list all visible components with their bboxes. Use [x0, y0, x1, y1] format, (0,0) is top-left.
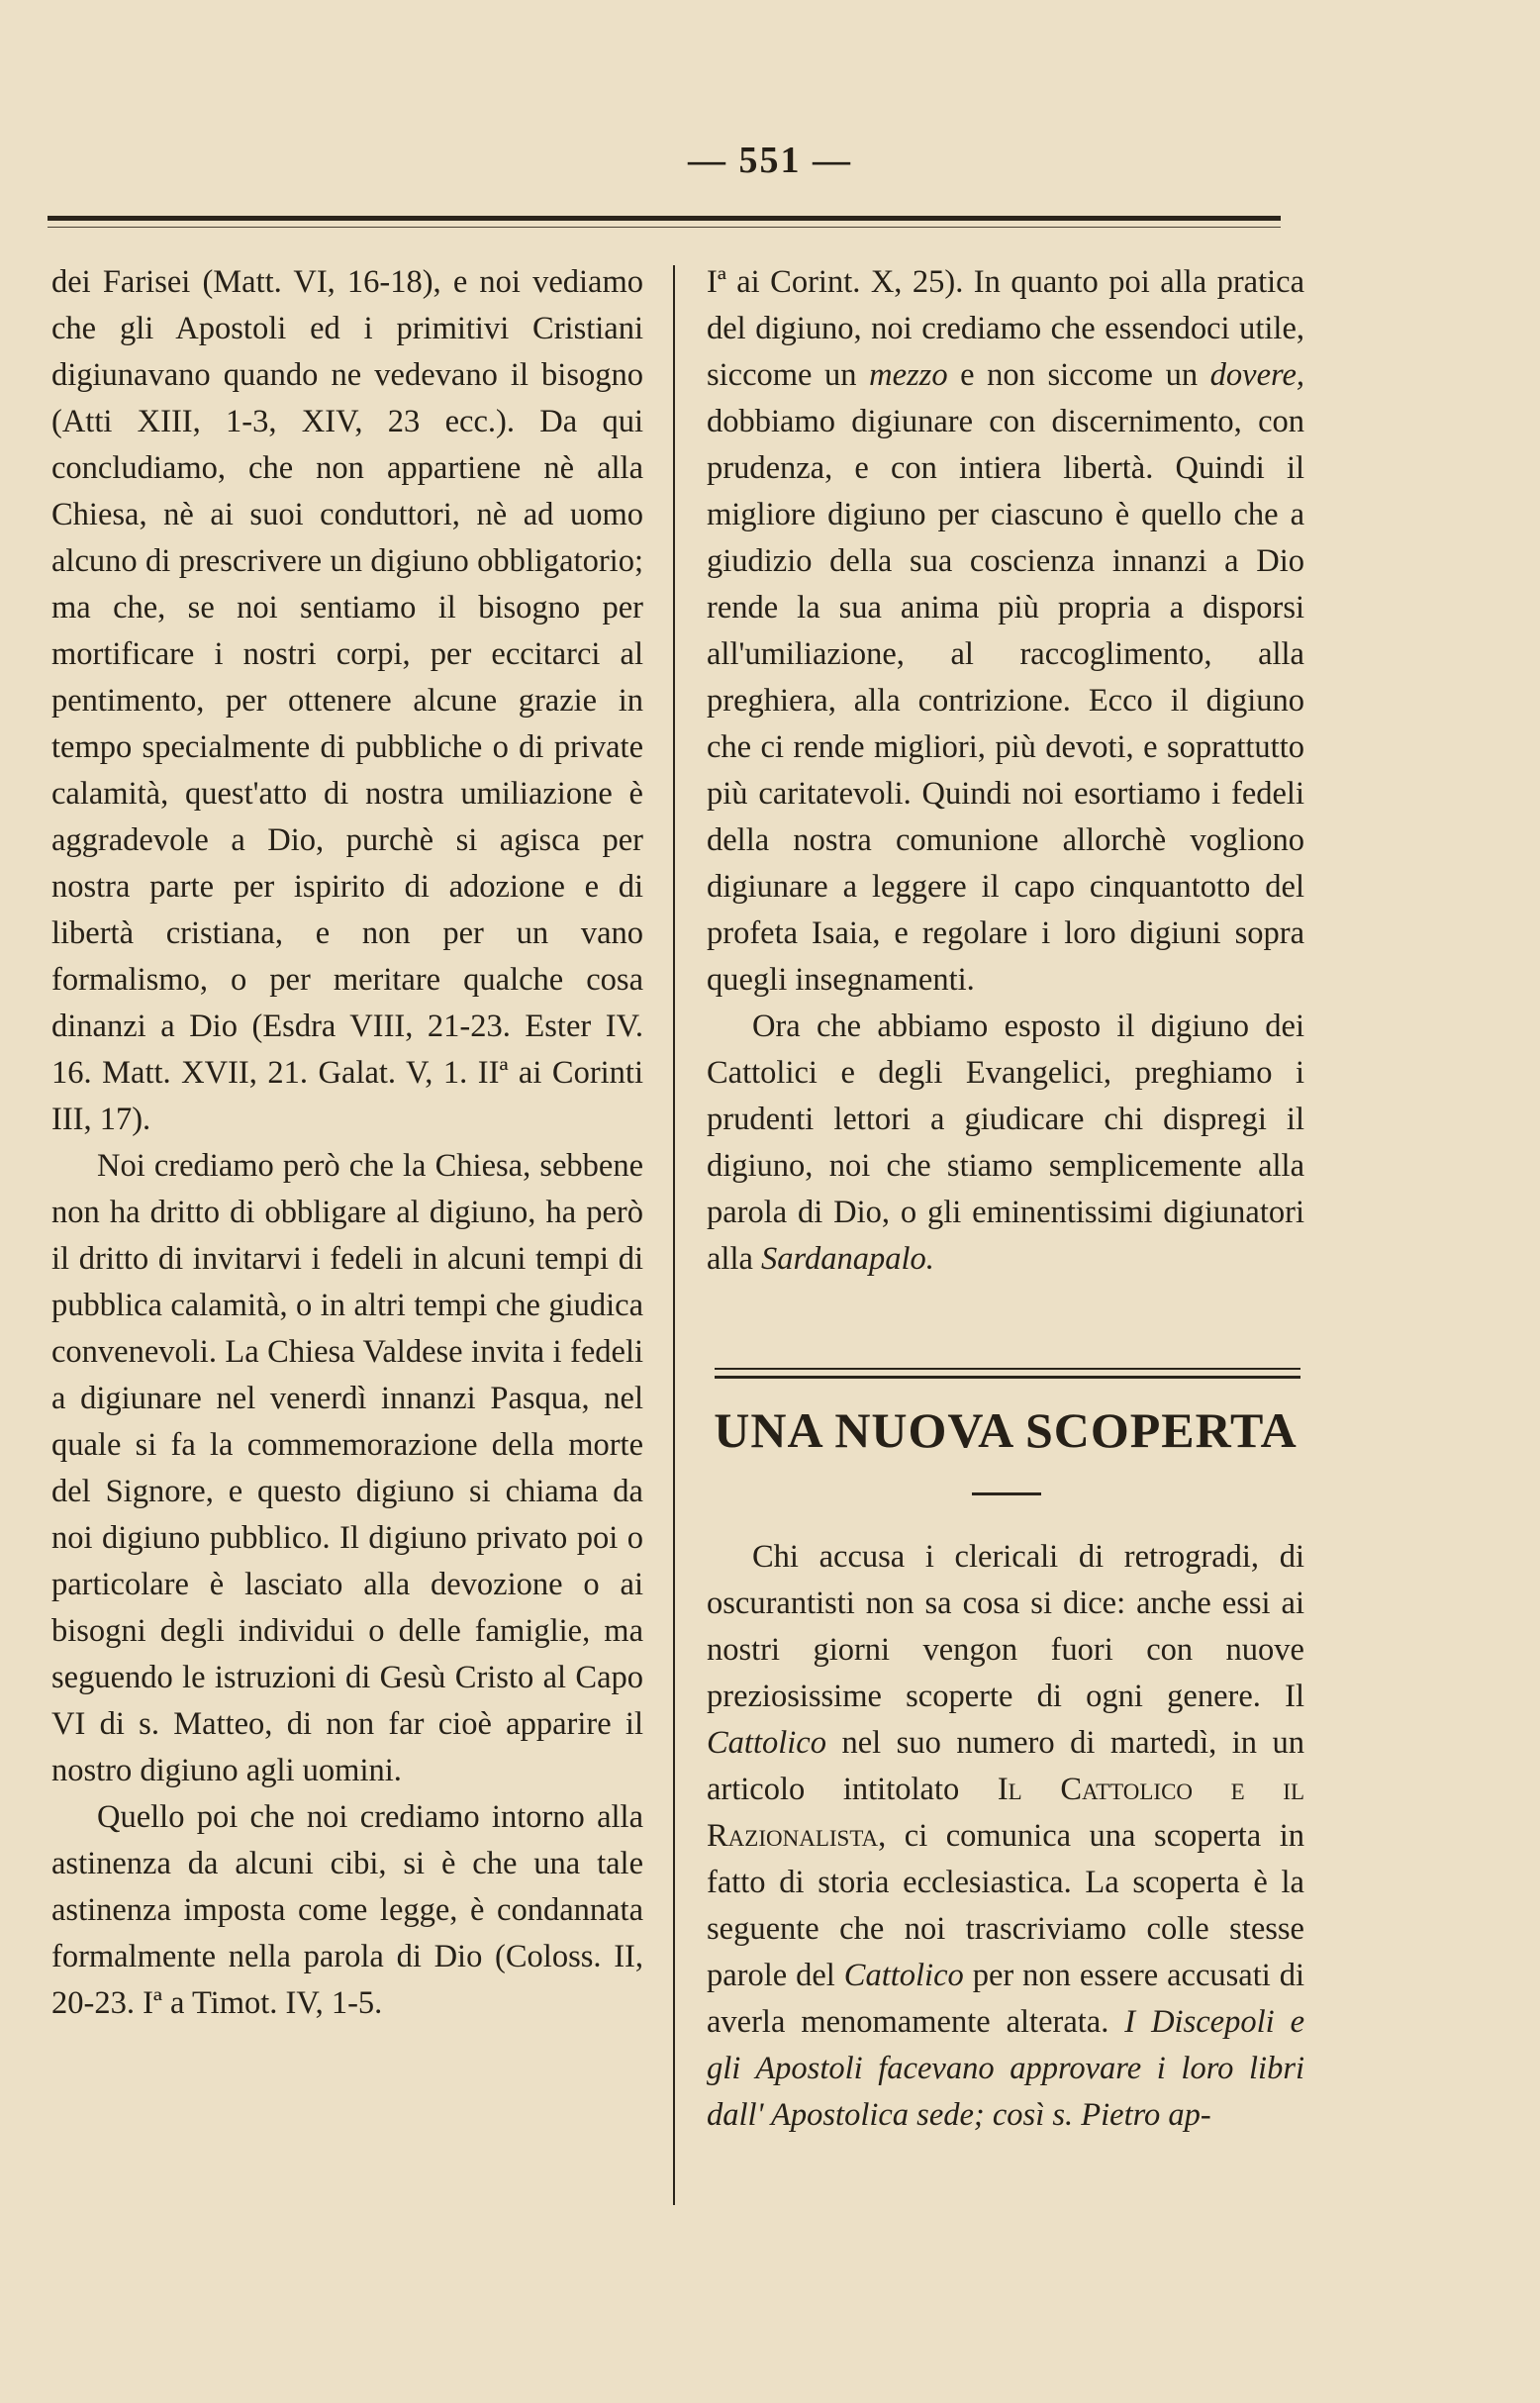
section-rule-thick: [715, 1376, 1300, 1379]
italic-run: Cattolico: [707, 1725, 826, 1761]
italic-run: Cattolico: [843, 1958, 964, 1993]
italic-run: mezzo: [869, 357, 948, 393]
section-rule: [715, 1368, 1300, 1370]
text-run: per non essere accusati di averla menomamente alterata.: [707, 1958, 1305, 2040]
page-number: — 551 —: [688, 140, 852, 181]
text-run: Iª ai Corint. X, 25). In quanto poi alla pratica del digiuno, noi crediamo che essendoci utile, siccome un: [707, 264, 1304, 393]
left-paragraph-2: Noi crediamo però che la Chiesa, sebbene non ha dritto di obbligare al digiuno, ha però il dritto di invitarvi i fedeli in alcuni tempi di pubblica calamità, o in altri tempi che giudica convenevoli. La Chiesa Valdese invita i fedeli a digiunare nel venerdì innanzi Pasqua, nel quale si fa la commemorazione della morte del Signore, e questo digiuno si chiama da noi digiuno pubblico. Il digiuno privato poi o particolare è lasciato alla devozione o ai bisogni degli individui o delle famiglie, ma seguendo le istruzioni di Gesù Cristo al Capo VI di s. Matteo, di non far cioè apparire il nostro digiuno agli uomini.: [51, 1148, 643, 1788]
text-run: nel suo numero di martedì, in un articolo intitolato: [707, 1725, 1305, 1807]
text-run: , ci comunica una scoperta in fatto di storia ecclesiastica. La scoperta è la seguente che noi trascriviamo colle stesse parole del: [707, 1818, 1304, 1993]
left-paragraph-3: Quello poi che noi crediamo intorno alla astinenza da alcuni cibi, si è che una tale astinenza imposta come legge, è condannata formalmente nella parola di Dio (Coloss. II, 20-23. Iª a Timot. IV, 1-5.: [51, 1799, 643, 2021]
right-paragraph-2: [707, 1004, 1304, 1283]
section-title: UNA NUOVA SCOPERTA: [714, 1402, 1298, 1458]
title-rule: [972, 1492, 1041, 1495]
text-run: dobbiamo digiunare con discernimento, con prudenza, e con intiera libertà. Quindi il migliore digiuno per ciascuno è quello che a giudizio della sua coscienza innanzi a Dio rende la sua anima più propria a disporsi all'umiliazione, al raccoglimento, alla preghiera, alla contrizione. Ecco il digiuno che ci rende migliori, più devoti, e soprattutto più caritatevoli. Quindi noi esortiamo i fedeli della nostra comunione allorchè vogliono digiunare a leggere il capo cinquantotto del profeta Isaia, e regolare i loro digiuni sopra quegli insegnamenti.: [707, 404, 1304, 998]
right-column: [707, 259, 1304, 1283]
left-column: [51, 259, 643, 2027]
text-run: Chi accusa i clericali di retrogradi, di oscurantisti non sa cosa si dice: anche essi ai nostri giorni vengon fuori con nuove preziosissime scoperte di ogni genere. Il: [707, 1539, 1304, 1714]
text-run: Ora che abbiamo esposto il digiuno dei Cattolici e degli Evangelici, preghiamo i prudenti lettori a giudicare chi dispregi il digiuno, noi che stiamo semplicemente alla parola di Dio, o gli eminentissimi digiunatori alla: [707, 1009, 1304, 1277]
italic-run: Sardanapalo.: [761, 1241, 934, 1277]
small-caps-run: Il Cattolico e il Razionalista: [707, 1772, 1304, 1854]
left-paragraph-1: dei Farisei (Matt. VI, 16-18), e noi vediamo che gli Apostoli ed i primitivi Cristiani digiunavano quando ne vedevano il bisogno (Atti XIII, 1-3, XIV, 23 ecc.). Da qui concludiamo, che non appartiene nè alla Chiesa, nè ai suoi conduttori, nè ad uomo alcuno di prescrivere un digiuno obbligatorio; ma che, se noi sentiamo il bisogno per mortificare i nostri corpi, per eccitarci al pentimento, per ottenere alcune grazie in tempo specialmente di pubbliche o di private calamità, quest'atto di nostra umiliazione è aggradevole a Dio, purchè si agisca per nostra parte per ispirito di adozione e di libertà cristiana, e non per un vano formalismo, o per meritare qualche cosa dinanzi a Dio (Esdra VIII, 21-23. Ester IV. 16. Matt. XVII, 21. Galat. V, 1. IIª ai Corinti III, 17).: [51, 264, 643, 1137]
section-paragraph-1: [707, 1534, 1304, 2139]
section-body: [707, 1534, 1304, 2139]
column-divider: [673, 265, 675, 2205]
header-rule: [48, 216, 1281, 221]
right-paragraph-1: [707, 259, 1304, 1004]
italic-run: I Discepoli e gli Apostoli facevano approvare i loro libri dall' Apostolica sede; così s. Pietro ap-: [707, 2004, 1305, 2133]
text-run: e non siccome un: [960, 357, 1199, 393]
header-rule-thin: [48, 227, 1281, 228]
italic-run: dovere,: [1209, 357, 1304, 393]
